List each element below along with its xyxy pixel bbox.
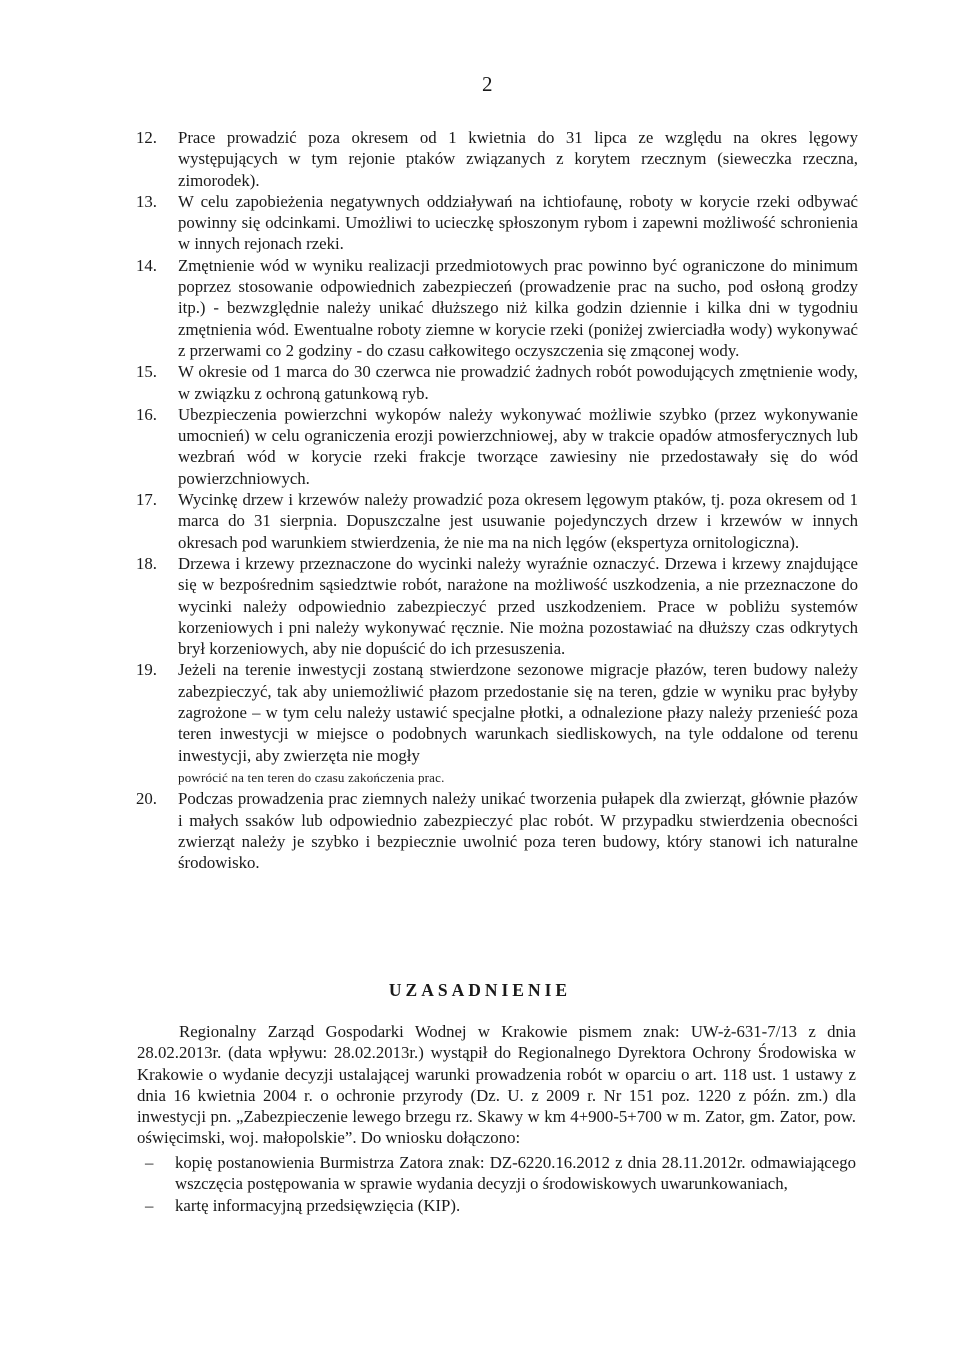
item-text: Zmętnienie wód w wyniku realizacji przedmiotowych prac powinno być ograniczone do minimum poprzez stosowanie odpowiednich zabezpieczeń (prowadzenie prac na sucho, pod osłoną grodzy itp.) - bezwzględnie należy unikać dłuższego niż kilka godzin dziennie i kilka dni w tygodniu zmętnienia wód. Ewentualne roboty ziemne w korycie rzeki (poniżej zwierciadła wody) wykonywać z przerwami co 2 godziny - do czasu całkowitego oczyszczenia się zmąconej wody.: [178, 255, 858, 360]
section-heading: UZASADNIENIE: [388, 980, 572, 1000]
item-number: 12.: [136, 128, 157, 147]
item-text: Prace prowadzić poza okresem od 1 kwietnia do 31 lipca ze względu na okres lęgowy występujących w tym rejonie ptaków związanych z korytem rzecznym (sieweczka rzeczna, zimorodek).: [178, 128, 858, 190]
attachment-text: kopię postanowienia Burmistrza Zatora znak: DZ-6220.16.2012 z dnia 28.11.2012r. odmawiającego wszczęcia postępowania w sprawie wydania decyzji o środowiskowych uwarunkowaniach,: [175, 1153, 856, 1194]
justification-paragraph: Regionalny Zarząd Gospodarki Wodnej w Krakowie pismem znak: UW-ż-631-7/13 z dnia 28.02.2013r. (data wpływu: 28.02.2013r.) wystąpił do Regionalnego Dyrektora Ochrony Środowiska w Krakowie o wydanie decyzji ustalającej warunki prowadzenia robót w oparciu o art. 118 ust. 1 ustawy z dnia 16 kwietnia 2004 r. o ochronie przyrody (Dz. U. z 2009 r. Nr 151 poz. 1220 z późn. zm.) dla inwestycji pn. „Zabezpieczenie lewego brzegu rz. Skawy w km 4+900-5+700 w m. Zator, gm. Zator, pow. oświęcimski, woj. małopolskie”. Do wniosku dołączono:: [137, 1022, 856, 1148]
list-item: [137, 1195, 856, 1216]
item-text: Ubezpieczenia powierzchni wykopów należy wykonywać możliwie szybko (przez wykonywanie umocnień) w celu ograniczenia erozji powierzchniowej, aby w trakcie opadów atmosferycznych lub wezbrań wód w korycie rzeki frakcje tworzące zawiesiny nie przedostawały się do wód powierzchniowych.: [178, 404, 858, 488]
list-item: [137, 1152, 856, 1195]
item-number: 16.: [136, 404, 157, 424]
item-note-text: powrócić na ten teren do czasu zakończenia prac.: [178, 769, 445, 785]
item-number: 17.: [136, 490, 157, 510]
item-text: Jeżeli na terenie inwestycji zostaną stwierdzone sezonowe migracje płazów, teren budowy należy zabezpieczyć, tak aby uniemożliwić płazom przedostanie się na teren, gdzie w wyniku prac byłyby zagrożone – w tym celu należy ustawić specjalne płotki, a odnalezione płazy należy przenieść poza teren inwestycji w miejsce o podobnych warunkach siedliskowych, na tyle oddalone od terenu inwestycji, aby zwierzęta nie mogły: [178, 660, 858, 765]
item-text: Podczas prowadzenia prac ziemnych należy unikać tworzenia pułapek dla zwierząt, głównie płazów i małych ssaków lub odpowiednio zabezpieczyć plac robót. W przypadku stwierdzenia obecności zwierząt należy je szybko i bezpiecznie uwolnić poza teren budowy, który stanowi ich naturalne środowisko.: [178, 789, 858, 873]
list-item: [136, 404, 858, 489]
attachment-text: kartę informacyjną przedsięwzięcia (KIP).: [175, 1195, 461, 1215]
item-number: 15.: [136, 362, 157, 382]
item-number: 19.: [136, 660, 157, 680]
item-text: Drzewa i krzewy przeznaczone do wycinki należy wyraźnie oznaczyć. Drzewa i krzewy znajdujące się w bezpośrednim sąsiedztwie robót, narażone na możliwość uszkodzenia, a nie przeznaczone do wycinki należy odpowiednio zabezpieczyć przed uszkodzeniem. Prace w pobliżu systemów korzeniowych i pni należy wykonywać ręcznie. Nie można pozostawiać na dłuższy czas odkrytych brył korzeniowych, aby nie dopuścić do ich przesuszenia.: [178, 553, 858, 659]
list-item: [136, 788, 858, 873]
list-item: [136, 489, 858, 553]
item-text: W celu zapobieżenia negatywnych oddziaływań na ichtiofaunę, roboty w korycie rzeki odbywać powinny się odcinkami. Umożliwi to ucieczkę spłoszonym rybom i zapewni możliwość schronienia w innych rejonach rzeki.: [178, 191, 858, 254]
list-item: [136, 255, 858, 361]
dash-bullet: –: [145, 1153, 154, 1172]
item-number: 13.: [136, 191, 157, 211]
attachments-list: [137, 1152, 856, 1216]
conditions-list: [136, 127, 858, 873]
dash-bullet: –: [145, 1195, 154, 1215]
list-item: [136, 659, 858, 788]
list-item: [136, 127, 858, 191]
list-item: [136, 191, 858, 255]
list-item: [136, 361, 858, 404]
item-text: W okresie od 1 marca do 30 czerwca nie prowadzić żadnych robót powodujących zmętnienie wody, w związku z ochroną gatunkową ryb.: [178, 362, 858, 403]
item-number: 18.: [136, 553, 157, 573]
item-number: 20.: [136, 789, 157, 809]
item-text: Wycinkę drzew i krzewów należy prowadzić poza okresem lęgowym ptaków, tj. poza okresem od 1 marca do 31 sierpnia. Dopuszczalne jest usuwanie pojedynczych drzew i krzewów w innych okresach pod warunkiem stwierdzenia, że nie ma na nich lęgów (ekspertyza ornitologiczna).: [178, 490, 858, 552]
item-number: 14.: [136, 255, 157, 275]
list-item: [136, 553, 858, 659]
page-number: 2: [482, 72, 493, 96]
